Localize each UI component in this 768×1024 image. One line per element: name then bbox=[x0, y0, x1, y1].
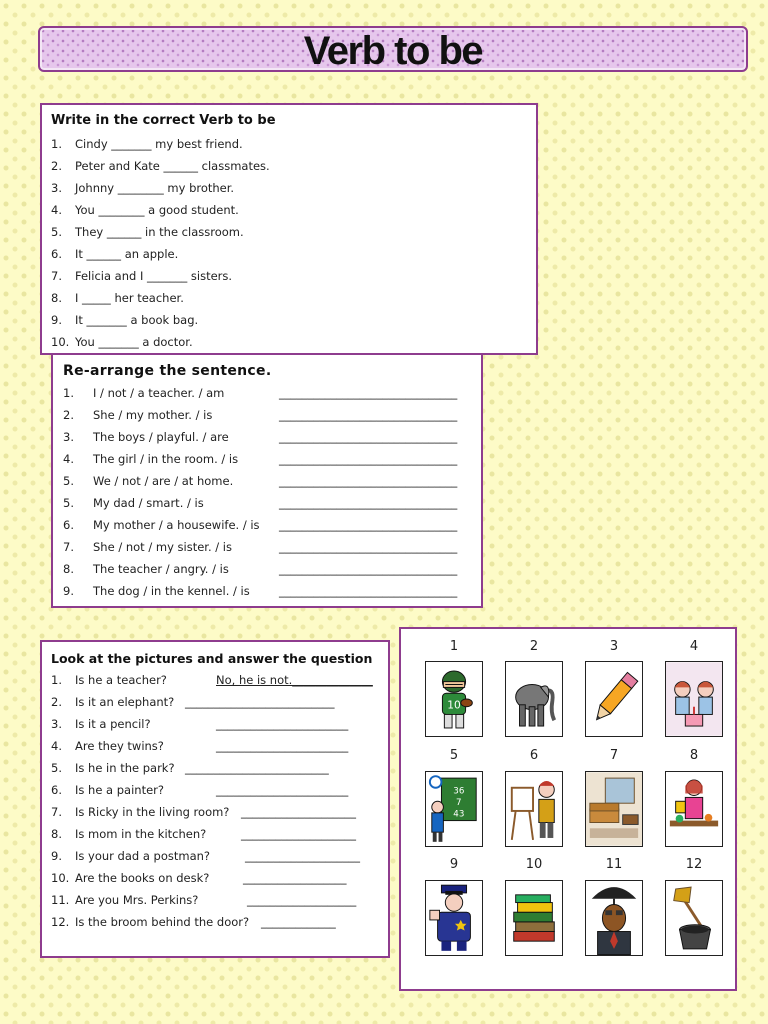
painter-icon bbox=[506, 772, 562, 846]
answer-line[interactable]: _______________________________ bbox=[279, 496, 458, 510]
item-question: Is the broom behind the door? bbox=[75, 915, 250, 929]
answer-line[interactable]: __________________ bbox=[243, 871, 347, 885]
pencil-icon bbox=[586, 662, 642, 736]
man-umbrella-icon bbox=[586, 881, 642, 955]
answer-line[interactable]: __________________________ bbox=[185, 695, 335, 709]
svg-text:7: 7 bbox=[456, 798, 462, 809]
item-number: 1. bbox=[51, 673, 62, 687]
elephant-icon bbox=[506, 662, 562, 736]
section-picture-questions bbox=[40, 640, 390, 958]
answer-line[interactable]: _______________________________ bbox=[279, 518, 458, 532]
picture-number: 12 bbox=[685, 857, 703, 872]
item-number: 8. bbox=[63, 562, 74, 576]
picture-number: 2 bbox=[529, 639, 539, 654]
answer-line[interactable]: ___________________ bbox=[247, 893, 357, 907]
item-number: 3. bbox=[51, 181, 62, 195]
picture-frame bbox=[425, 771, 483, 847]
answer-line[interactable]: _______________________________ bbox=[279, 540, 458, 554]
item-sentence: I _____ her teacher. bbox=[75, 291, 184, 305]
answer-line[interactable]: _________________________ bbox=[185, 761, 329, 775]
picture-frame bbox=[425, 661, 483, 737]
answer-line[interactable]: _______________________ bbox=[216, 717, 349, 731]
picture-frame bbox=[585, 771, 643, 847]
section-3-heading: Look at the pictures and answer the question bbox=[51, 651, 373, 666]
svg-text:43: 43 bbox=[453, 809, 465, 820]
item-number: 10. bbox=[51, 871, 70, 885]
item-number: 5. bbox=[51, 225, 62, 239]
picture-frame bbox=[505, 771, 563, 847]
item-sentence: It _______ a book bag. bbox=[75, 313, 199, 327]
item-sentence: It ______ an apple. bbox=[75, 247, 179, 261]
item-number: 10. bbox=[51, 335, 70, 349]
picture-number: 5 bbox=[449, 748, 459, 763]
item-question: Is mom in the kitchen? bbox=[75, 827, 207, 841]
answer-line[interactable]: ____________________ bbox=[241, 827, 356, 841]
svg-text:36: 36 bbox=[453, 786, 465, 797]
item-sentence: Peter and Kate ______ classmates. bbox=[75, 159, 270, 173]
item-sentence: Cindy _______ my best friend. bbox=[75, 137, 243, 151]
item-number: 2. bbox=[51, 159, 62, 173]
item-scrambled-sentence: The teacher / angry. / is bbox=[93, 562, 229, 576]
item-number: 4. bbox=[63, 452, 74, 466]
policeman-icon bbox=[426, 881, 482, 955]
teacher-chalkboard-icon bbox=[426, 772, 482, 846]
section-2-heading: Re-arrange the sentence. bbox=[63, 363, 272, 379]
answer-line[interactable]: _______________________________ bbox=[279, 584, 458, 598]
football-player-icon bbox=[426, 662, 482, 736]
item-sentence: You ________ a good student. bbox=[75, 203, 239, 217]
item-number: 8. bbox=[51, 827, 62, 841]
item-question: Is he in the park? bbox=[75, 761, 175, 775]
item-scrambled-sentence: She / my mother. / is bbox=[93, 408, 213, 422]
picture-frame bbox=[505, 661, 563, 737]
item-scrambled-sentence: The dog / in the kennel. / is bbox=[93, 584, 250, 598]
item-sentence: Felicia and I _______ sisters. bbox=[75, 269, 233, 283]
twins-icon bbox=[666, 662, 722, 736]
item-scrambled-sentence: My dad / smart. / is bbox=[93, 496, 204, 510]
item-number: 3. bbox=[63, 430, 74, 444]
answer-line[interactable]: _______________________________ bbox=[279, 562, 458, 576]
picture-frame bbox=[585, 661, 643, 737]
item-number: 5. bbox=[63, 474, 74, 488]
item-number: 7. bbox=[63, 540, 74, 554]
item-number: 11. bbox=[51, 893, 70, 907]
picture-number: 8 bbox=[689, 748, 699, 763]
answer-line[interactable]: _______________________________ bbox=[279, 474, 458, 488]
item-question: Are they twins? bbox=[75, 739, 164, 753]
picture-frame bbox=[665, 771, 723, 847]
item-number: 7. bbox=[51, 269, 62, 283]
item-sentence: They ______ in the classroom. bbox=[75, 225, 244, 239]
item-sentence: You _______ a doctor. bbox=[75, 335, 193, 349]
item-question: Is Ricky in the living room? bbox=[75, 805, 230, 819]
item-number: 8. bbox=[51, 291, 62, 305]
item-question: Is he a teacher? bbox=[75, 673, 167, 687]
item-scrambled-sentence: She / not / my sister. / is bbox=[93, 540, 232, 554]
item-scrambled-sentence: The boys / playful. / are bbox=[93, 430, 229, 444]
item-number: 2. bbox=[51, 695, 62, 709]
item-number: 2. bbox=[63, 408, 74, 422]
item-number: 1. bbox=[51, 137, 62, 151]
item-number: 5. bbox=[63, 496, 74, 510]
item-number: 9. bbox=[51, 313, 62, 327]
picture-number: 6 bbox=[529, 748, 539, 763]
item-number: 12. bbox=[51, 915, 70, 929]
picture-number: 3 bbox=[609, 639, 619, 654]
item-number: 6. bbox=[51, 783, 62, 797]
books-icon bbox=[506, 881, 562, 955]
item-scrambled-sentence: My mother / a housewife. / is bbox=[93, 518, 260, 532]
item-question: Is your dad a postman? bbox=[75, 849, 211, 863]
picture-number: 11 bbox=[605, 857, 623, 872]
answer-example: No, he is not.______________ bbox=[216, 673, 373, 687]
broom-bucket-icon bbox=[666, 881, 722, 955]
living-room-icon bbox=[586, 772, 642, 846]
picture-number: 10 bbox=[525, 857, 543, 872]
item-scrambled-sentence: We / not / are / at home. bbox=[93, 474, 234, 488]
answer-line[interactable]: _______________________ bbox=[216, 739, 349, 753]
item-number: 4. bbox=[51, 739, 62, 753]
answer-line[interactable]: ____________________ bbox=[245, 849, 360, 863]
item-number: 1. bbox=[63, 386, 74, 400]
picture-number: 4 bbox=[689, 639, 699, 654]
item-number: 6. bbox=[63, 518, 74, 532]
answer-line[interactable]: _______________________ bbox=[216, 783, 349, 797]
picture-grid bbox=[399, 627, 737, 991]
picture-number: 1 bbox=[449, 639, 459, 654]
picture-number: 9 bbox=[449, 857, 459, 872]
section-rearrange bbox=[51, 355, 483, 608]
answer-line[interactable]: _____________ bbox=[261, 915, 336, 929]
svg-text:10: 10 bbox=[447, 698, 461, 712]
item-scrambled-sentence: The girl / in the room. / is bbox=[93, 452, 239, 466]
item-number: 4. bbox=[51, 203, 62, 217]
item-question: Are the books on desk? bbox=[75, 871, 210, 885]
item-scrambled-sentence: I / not / a teacher. / am bbox=[93, 386, 225, 400]
picture-frame bbox=[505, 880, 563, 956]
picture-frame bbox=[585, 880, 643, 956]
item-question: Is it a pencil? bbox=[75, 717, 151, 731]
item-question: Is he a painter? bbox=[75, 783, 165, 797]
item-number: 7. bbox=[51, 805, 62, 819]
picture-number: 7 bbox=[609, 748, 619, 763]
picture-frame bbox=[425, 880, 483, 956]
page-title: Verb to be bbox=[303, 29, 483, 73]
woman-kitchen-icon bbox=[666, 772, 722, 846]
item-number: 6. bbox=[51, 247, 62, 261]
item-question: Are you Mrs. Perkins? bbox=[75, 893, 199, 907]
title-banner bbox=[38, 26, 748, 72]
picture-frame bbox=[665, 880, 723, 956]
answer-line[interactable]: _______________________________ bbox=[279, 452, 458, 466]
picture-frame bbox=[665, 661, 723, 737]
answer-line[interactable]: ____________________ bbox=[241, 805, 356, 819]
item-number: 9. bbox=[51, 849, 62, 863]
section-1-heading: Write in the correct Verb to be bbox=[51, 113, 276, 128]
item-number: 3. bbox=[51, 717, 62, 731]
answer-line[interactable]: _______________________________ bbox=[279, 408, 458, 422]
item-number: 9. bbox=[63, 584, 74, 598]
item-question: Is it an elephant? bbox=[75, 695, 175, 709]
answer-line[interactable]: _______________________________ bbox=[279, 430, 458, 444]
section-verb-to-be bbox=[40, 103, 538, 355]
item-sentence: Johnny ________ my brother. bbox=[75, 181, 235, 195]
answer-line[interactable]: _______________________________ bbox=[279, 386, 458, 400]
item-number: 5. bbox=[51, 761, 62, 775]
